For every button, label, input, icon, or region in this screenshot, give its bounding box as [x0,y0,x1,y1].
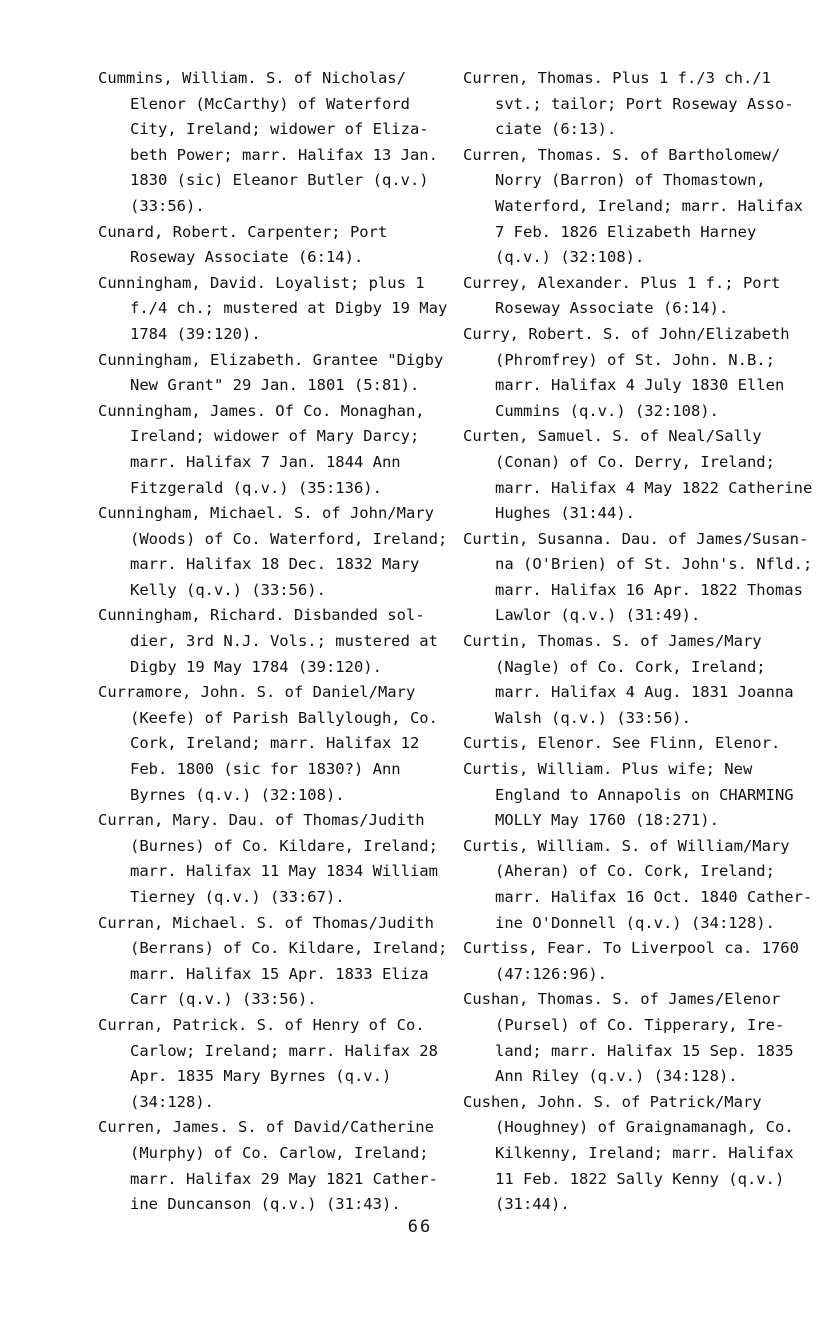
entry-line: marr. Halifax 4 Aug. 1831 Joanna [495,683,794,702]
entry-line: Curren, Thomas. Plus 1 f./3 ch./1 [463,69,771,87]
entry-line: Roseway Associate (6:14). [130,248,364,267]
entry-line: Cummins, William. S. of Nicholas/ [98,69,406,87]
entry-line: ine Duncanson (q.v.) (31:43). [130,1195,401,1214]
register-entry [98,1013,448,1115]
register-entry [98,603,448,680]
register-entry [98,680,448,808]
entry-line: na (O'Brien) of St. John's. Nfld.; [495,555,813,574]
entry-line: land; marr. Halifax 15 Sep. 1835 [495,1041,794,1060]
register-entry [98,911,448,1013]
entry-line: (Keefe) of Parish Ballylough, Co. [130,708,438,727]
entry-line: (47:126:96). [495,964,607,983]
entry-line: (Houghney) of Graignamanagh, Co. [495,1118,794,1137]
entry-line: 1784 (39:120). [130,324,261,343]
entry-line: marr. Halifax 16 Apr. 1822 Thomas [495,580,803,599]
entry-line: MOLLY May 1760 (18:271). [495,811,719,830]
register-entry [463,143,828,271]
register-entry [463,731,828,757]
entry-line: Curtis, William. S. of William/Mary [463,836,790,855]
entry-line: 1830 (sic) Eleanor Butler (q.v.) [130,171,429,190]
entry-line: Ireland; widower of Mary Darcy; [130,427,420,446]
entry-line: Curren, Thomas. S. of Bartholomew/ [463,145,781,164]
entry-line: Waterford, Ireland; marr. Halifax [495,196,803,215]
entry-line: Currey, Alexander. Plus 1 f.; Port [463,273,781,292]
entry-line: ine O'Donnell (q.v.) (34:128). [495,913,775,932]
entry-line: (33:56). [130,196,205,215]
entry-line: (Aheran) of Co. Cork, Ireland; [495,862,775,881]
register-entry [98,501,448,603]
register-entry [98,220,448,271]
right-column [463,66,828,1218]
register-entry [463,1090,828,1218]
entry-line: marr. Halifax 29 May 1821 Cather- [130,1169,438,1188]
left-column [98,66,448,1218]
register-entry [463,66,828,143]
entry-line: Cork, Ireland; marr. Halifax 12 [130,734,420,753]
entry-line: marr. Halifax 7 Jan. 1844 Ann [130,452,401,471]
entry-line: (Nagle) of Co. Cork, Ireland; [495,657,766,676]
entry-line: New Grant" 29 Jan. 1801 (5:81). [130,376,420,395]
entry-line: Tierney (q.v.) (33:67). [130,888,345,906]
entry-line: Ann Riley (q.v.) (34:128). [495,1067,738,1086]
entry-line: Curtis, Elenor. See Flinn, Elenor. [463,734,781,753]
entry-line: (Conan) of Co. Derry, Ireland; [495,452,775,471]
entry-line: f./4 ch.; mustered at Digby 19 May [130,299,448,318]
entry-line: Carlow; Ireland; marr. Halifax 28 [130,1041,438,1060]
entry-line: ciate (6:13). [495,120,617,139]
entry-line: Hughes (31:44). [495,504,635,523]
entry-line: Cunard, Robert. Carpenter; Port [98,222,388,241]
register-entry [98,348,448,399]
register-entry [463,987,828,1089]
entry-line: Cushan, Thomas. S. of James/Elenor [463,990,781,1009]
page-number: 66 [407,1217,433,1237]
entry-line: Cunningham, Richard. Disbanded sol- [98,606,425,625]
entry-line: (Phromfrey) of St. John. N.B.; [495,350,775,369]
entry-line: Curramore, John. S. of Daniel/Mary [98,683,416,702]
entry-line: Cummins (q.v.) (32:108). [495,401,719,420]
entry-line: Curran, Michael. S. of Thomas/Judith [98,913,434,932]
entry-line: Kilkenny, Ireland; marr. Halifax [495,1143,794,1162]
register-entry [463,271,828,322]
entry-line: Curren, James. S. of David/Catherine [98,1118,434,1137]
register-entry [463,424,828,526]
entry-line: marr. Halifax 16 Oct. 1840 Cather- [495,888,813,906]
entry-line: Curten, Samuel. S. of Neal/Sally [463,427,762,446]
register-entry [98,1115,448,1217]
entry-line: Curtiss, Fear. To Liverpool ca. 1760 [463,939,799,958]
entry-line: Carr (q.v.) (33:56). [130,990,317,1009]
entry-line: 11 Feb. 1822 Sally Kenny (q.v.) [495,1169,785,1188]
entry-line: Curtis, William. Plus wife; New [463,760,753,779]
entry-line: Walsh (q.v.) (33:56). [495,708,691,727]
entry-line: Curran, Patrick. S. of Henry of Co. [98,1015,425,1034]
register-entry [463,629,828,731]
entry-line: (Pursel) of Co. Tipperary, Ire- [495,1015,785,1034]
register-entry [463,936,828,987]
entry-line: Curran, Mary. Dau. of Thomas/Judith [98,811,425,830]
entry-line: Curtin, Thomas. S. of James/Mary [463,632,762,651]
register-entry [98,271,448,348]
entry-line: Kelly (q.v.) (33:56). [130,580,326,599]
entry-line: (34:128). [130,1092,214,1111]
entry-line: marr. Halifax 15 Apr. 1833 Eliza [130,964,429,983]
register-entry [98,808,448,910]
entry-line: Cunningham, David. Loyalist; plus 1 [98,273,425,292]
entry-line: dier, 3rd N.J. Vols.; mustered at [130,632,438,651]
entry-line: (q.v.) (32:108). [495,248,645,267]
entry-line: Byrnes (q.v.) (32:108). [130,785,345,804]
entry-line: City, Ireland; widower of Eliza- [130,120,429,139]
entry-line: marr. Halifax 4 July 1830 Ellen [495,376,785,395]
register-entry [463,757,828,834]
entry-line: Cunningham, James. Of Co. Monaghan, [98,401,425,420]
entry-line: Feb. 1800 (sic for 1830?) Ann [130,760,401,779]
entry-line: Elenor (McCarthy) of Waterford [130,94,410,113]
entry-line: beth Power; marr. Halifax 13 Jan. [130,145,438,164]
entry-line: (Murphy) of Co. Carlow, Ireland; [130,1143,429,1162]
entry-line: (31:44). [495,1195,570,1214]
entry-line: Norry (Barron) of Thomastown, [495,171,766,190]
entry-line: Apr. 1835 Mary Byrnes (q.v.) [130,1067,392,1086]
entry-line: Roseway Associate (6:14). [495,299,729,318]
entry-line: Fitzgerald (q.v.) (35:136). [130,478,382,497]
entry-line: Curtin, Susanna. Dau. of James/Susan- [463,529,809,548]
register-entry [463,834,828,936]
entry-line: Digby 19 May 1784 (39:120). [130,657,382,676]
entry-line: marr. Halifax 4 May 1822 Catherine [495,478,813,497]
entry-line: 7 Feb. 1826 Elizabeth Harney [495,222,757,241]
register-entry [98,66,448,220]
register-entry [98,399,448,501]
entry-line: (Berrans) of Co. Kildare, Ireland; [130,939,448,958]
register-entry [463,322,828,424]
register-entry [463,527,828,629]
entry-line: (Burnes) of Co. Kildare, Ireland; [130,836,438,855]
entry-line: Cushen, John. S. of Patrick/Mary [463,1092,762,1111]
entry-line: Curry, Robert. S. of John/Elizabeth [463,324,790,343]
entry-line: svt.; tailor; Port Roseway Asso- [495,94,794,113]
entry-line: marr. Halifax 18 Dec. 1832 Mary [130,555,420,574]
entry-line: marr. Halifax 11 May 1834 William [130,862,438,881]
entry-line: Cunningham, Elizabeth. Grantee "Digby [98,350,444,369]
entry-line: (Woods) of Co. Waterford, Ireland; [130,529,448,548]
entry-line: Cunningham, Michael. S. of John/Mary [98,504,434,523]
entry-line: England to Annapolis on CHARMING [495,785,794,804]
entry-line: Lawlor (q.v.) (31:49). [495,606,701,625]
